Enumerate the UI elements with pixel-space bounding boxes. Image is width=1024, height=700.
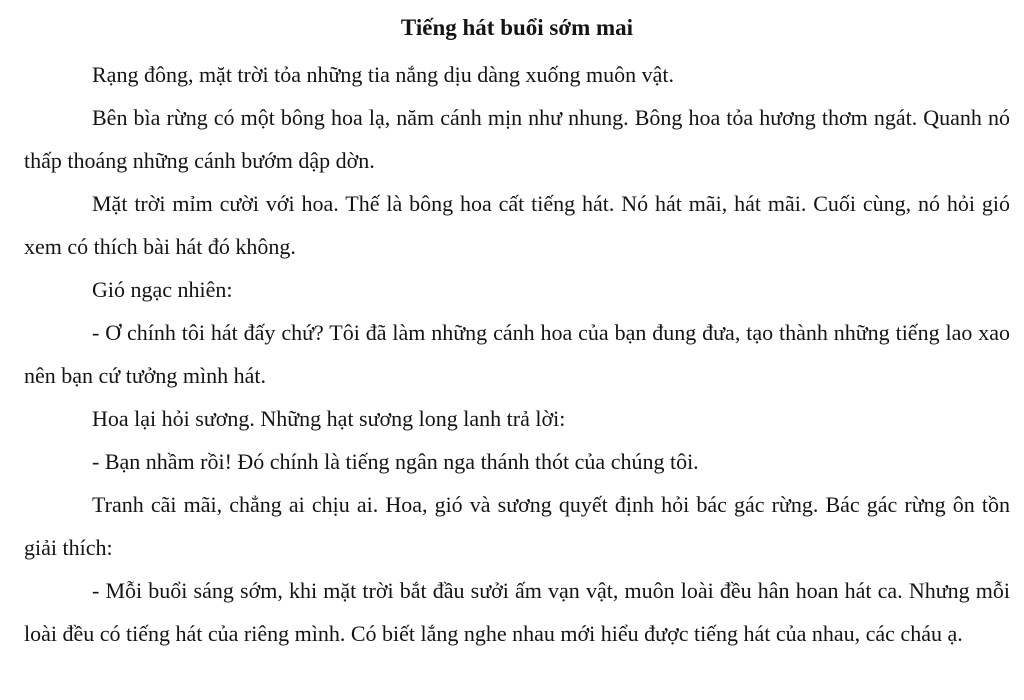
paragraph-1: Rạng đông, mặt trời tỏa những tia nắng dịu dàng xuống muôn vật. xyxy=(92,62,675,87)
paragraph-2: Bên bìa rừng có một bông hoa lạ, năm cánh mịn như nhung. Bông hoa tỏa hương thơm ngát. Quanh nó thấp thoáng những cánh bướm dập dờn. xyxy=(24,105,1010,173)
paragraph-8: Tranh cãi mãi, chẳng ai chịu ai. Hoa, gió và sương quyết định hỏi bác gác rừng. Bác gác rừng ôn tồn giải thích: xyxy=(24,492,1010,560)
paragraph-6: Hoa lại hỏi sương. Những hạt sương long lanh trả lời: xyxy=(92,406,566,431)
paragraph-5: - Ơ chính tôi hát đấy chứ? Tôi đã làm những cánh hoa của bạn đung đưa, tạo thành những tiếng lao xao nên bạn cứ tưởng mình hát. xyxy=(24,320,1010,388)
paragraph-7: - Bạn nhầm rồi! Đó chính là tiếng ngân nga thánh thót của chúng tôi. xyxy=(92,449,699,474)
story-title: Tiếng hát buổi sớm mai xyxy=(400,15,634,40)
paragraph-4: Gió ngạc nhiên: xyxy=(92,277,233,302)
paragraph-3: Mặt trời mỉm cười với hoa. Thế là bông hoa cất tiếng hát. Nó hát mãi, hát mãi. Cuối cùng, nó hỏi gió xem có thích bài hát đó không. xyxy=(24,191,1010,259)
paragraph-9: - Mỗi buổi sáng sớm, khi mặt trời bắt đầu sưởi ấm vạn vật, muôn loài đều hân hoan hát ca. Nhưng mỗi loài đều có tiếng hát của riêng mình. Có biết lắng nghe nhau mới hiểu được tiếng hát của nhau, các cháu ạ. xyxy=(24,578,1010,646)
